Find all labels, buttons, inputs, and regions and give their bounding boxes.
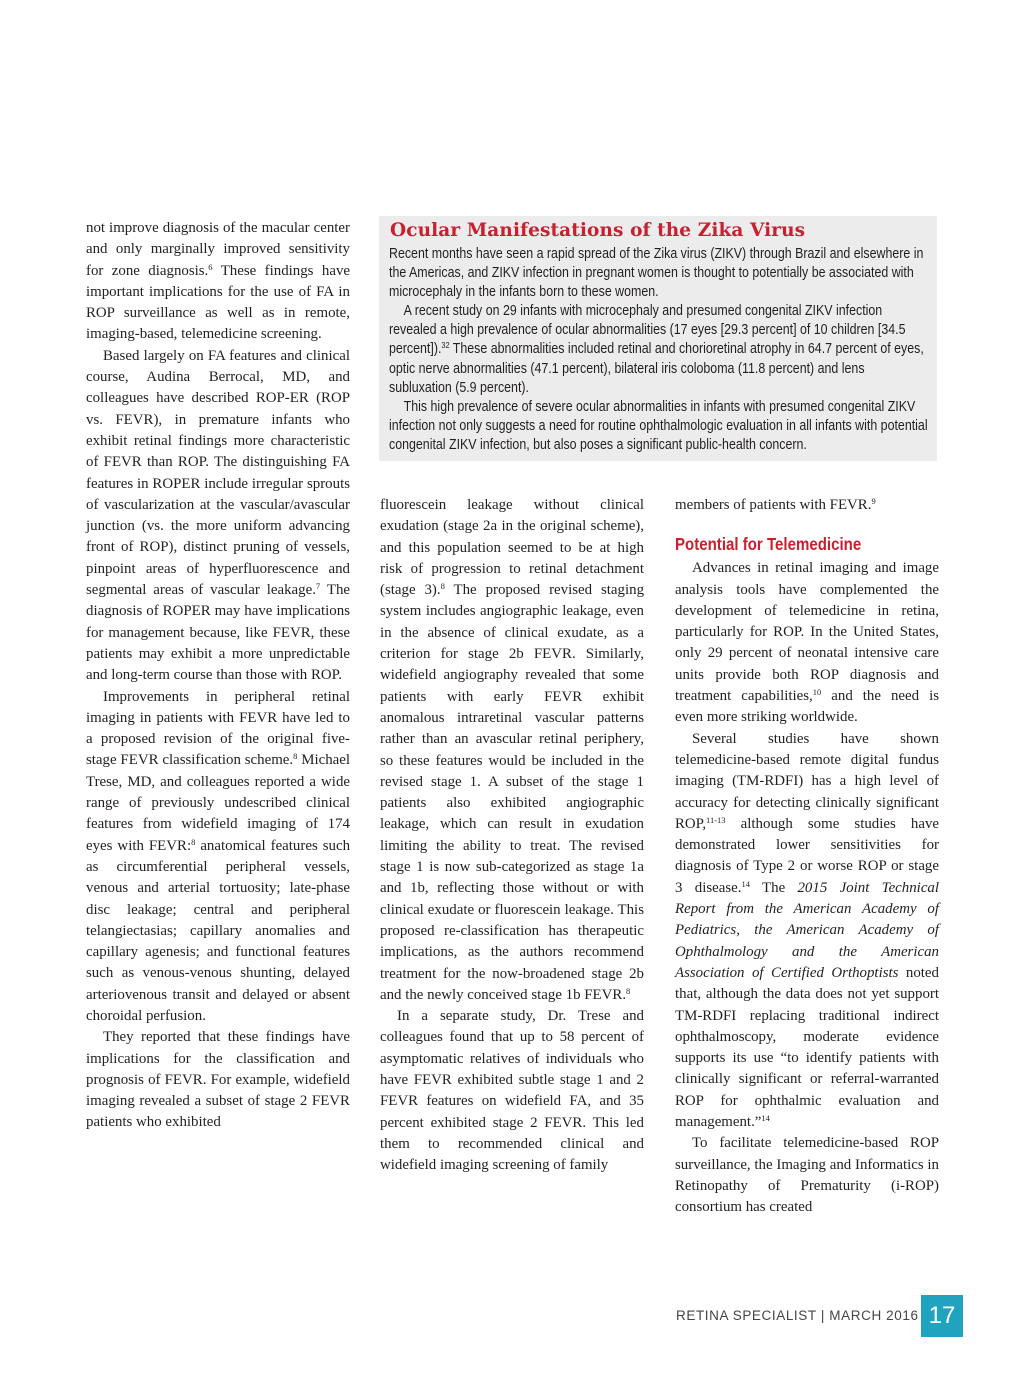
paragraph: Advances in retinal imaging and image analysis tools have complemented the development of telemedicine in retina, particularly for ROP. In the United States, only 29 percent of neonatal intensive care units provide both ROP diagnosis and treatment capabilities,$^{10}$ and the need is even more striking worldwide. [675, 560, 940, 726]
reference-superscript: 7 [315, 581, 321, 592]
paragraph: Based largely on FA features and clinical course, Audina Berrocal, MD, and colleagues have described ROP-ER (ROP vs. FEVR), in premature infants who exhibit retinal findings more characteristic of FEVR than ROP. The distinguishing FA features in ROPER include irregular sprouts of vascularization at the vascular/avascular junction (vs. the more uniform advancing front of ROP), distinct pruning of vessels, pinpoint areas of hyperfluorescence and segmental areas of vascular leakage.$^7$ The diagnosis of ROPER may have implications for management because, like FEVR, these patients may exhibit a more unpredictable and long-term course than those with ROP. [86, 347, 350, 684]
paragraph: members of patients with FEVR.$^9$ [675, 496, 876, 513]
reference-superscript: 32 [441, 340, 450, 351]
footer-publication: RETINA SPECIALIST | MARCH 2016 [676, 1308, 919, 1323]
sidebar-paragraph: A recent study on 29 infants with microcephaly and presumed congenital ZIKV infection revealed a high prevalence of ocular abnormalities (17 eyes [29.3 percent] of 10 children [34.5 percent]).$^{32}$ These abnormalities included retinal and chorioretinal atrophy in 64.7 percent of eyes, optic nerve abnormalities (47.1 percent), bilateral iris coloboma (11.8 percent) and lens subluxation (5.9 percent). [389, 303, 924, 396]
report-title-italic: 2015 Joint Technical Report from the American Academy of Pediatrics, the American Academy of Ophthalmology and the American Association of Certified Orthoptists [675, 879, 940, 981]
reference-superscript: 11-13 [706, 814, 726, 825]
sidebar-paragraph: Recent months have seen a rapid spread of the Zika virus (ZIKV) through Brazil and elsewhere in the Americas, and ZIKV infection in pregnant women is thought to potentially be associated with microcephaly in the infants born to these women. [389, 246, 924, 301]
paragraph: Several studies have shown telemedicine-based remote digital fundus imaging (TM-RDFI) has a high level of accuracy for detecting clinically significant ROP,$^{11-13}$ although some studies have demonstrated lower sensitivities for diagnosis of Type 2 or worse ROP or stage 3 disease.$^{14}$ The 2015 Joint Technical Report from the American Academy of Pediatrics, the American Academy of Ophthalmology and the American Association of Certified Orthoptists noted that, although the data does not yet support TM-RDFI replacing traditional indirect ophthalmoscopy, moderate evidence supports its use “to identify patients with clinically significant or referral-warranted ROP for ophthalmic evaluation and management.”$^{14}$ [675, 730, 940, 1131]
paragraph: fluorescein leakage without clinical exudation (stage 2a in the original scheme), and this population seemed to be at high risk of progression to retinal detachment (stage 3).$^8$ The proposed revised staging system includes angiographic leakage, even in the absence of clinical exudate, as a criterion for stage 2b FEVR. Similarly, widefield angiography revealed that some patients with early FEVR exhibit anomalous intraretinal vascular patterns rather than an avascular retinal periphery, so these features would be included in the revised stage 1. A subset of the stage 1 patients also exhibited angiographic leakage, which can result in exudation limiting the ability to treat. The revised stage 1 is now sub-categorized as stage 1a and 1b, reflecting those without or with clinical exudate or fluorescein leakage. This proposed re-classification has therapeutic implications, as the authors recommend treatment for the now-broadened stage 2b and the newly conceived stage 1b FEVR.$^8$ [380, 497, 645, 1003]
reference-superscript: 14 [761, 1113, 770, 1124]
reference-superscript: 14 [741, 878, 750, 889]
reference-superscript: 8 [440, 581, 445, 592]
paragraph: They reported that these findings have implications for the classification and prognosis of FEVR. For example, widefield imaging revealed a subset of stage 2 FEVR patients who exhibited [86, 1029, 350, 1131]
sidebar-paragraph: This high prevalence of severe ocular abnormalities in infants with presumed congenital ZIKV infection not only suggests a need for routine ophthalmologic evaluation in all infants with potential congenital ZIKV infection, but also poses a significant public-health concern. [389, 398, 928, 453]
paragraph: Improvements in peripheral retinal imaging in patients with FEVR have led to a proposed revision of the original five-stage FEVR classification scheme.$^8$ Michael Trese, MD, and colleagues reported a wide range of previously undescribed clinical features from widefield imaging of 174 eyes with FEVR:$^8$ anatomical features such as circumferential peripheral vessels, venous and arterial tortuosity; late-phase disc leakage; central and peripheral telangiectasias; capillary anomalies and capillary agenesis; and functional features such as venous-venous shunting, delayed arteriovenous transit and delayed or absent choroidal perfusion. [86, 688, 351, 1024]
reference-superscript: 8 [626, 985, 631, 996]
body-column-1 [86, 218, 350, 1134]
sidebar-title: Ocular Manifestations of the Zika Virus [390, 220, 806, 241]
body-column-2 [380, 495, 644, 1177]
paragraph: In a separate study, Dr. Trese and colleagues found that up to 58 percent of asymptomatic relatives of individuals who have FEVR exhibited subtle stage 1 and 2 FEVR features on widefield FA, and 35 percent exhibited stage 2 FEVR. This led them to recommended clinical and widefield imaging screening of family [380, 1008, 644, 1174]
body-column-3 [675, 495, 939, 1219]
section-heading: Potential for Telemedicine [675, 534, 862, 555]
reference-superscript: 8 [293, 751, 298, 762]
paragraph: To facilitate telemedicine-based ROP surveillance, the Imaging and Informatics in Retinopathy of Prematurity (i-ROP) consortium has created [675, 1135, 939, 1216]
sidebar-box [379, 216, 937, 461]
reference-superscript: 6 [208, 261, 213, 272]
reference-superscript: 9 [871, 496, 876, 506]
paragraph: not improve diagnosis of the macular center and only marginally improved sensitivity for zone diagnosis.$^6$ These findings have important implications for the use of FA in ROP surveillance as well as in remote, imaging-based, telemedicine screening. [86, 220, 350, 343]
sidebar-body [389, 245, 928, 455]
reference-superscript: 8 [191, 836, 196, 847]
reference-superscript: 10 [812, 687, 822, 698]
page-number: 17 [921, 1295, 963, 1337]
